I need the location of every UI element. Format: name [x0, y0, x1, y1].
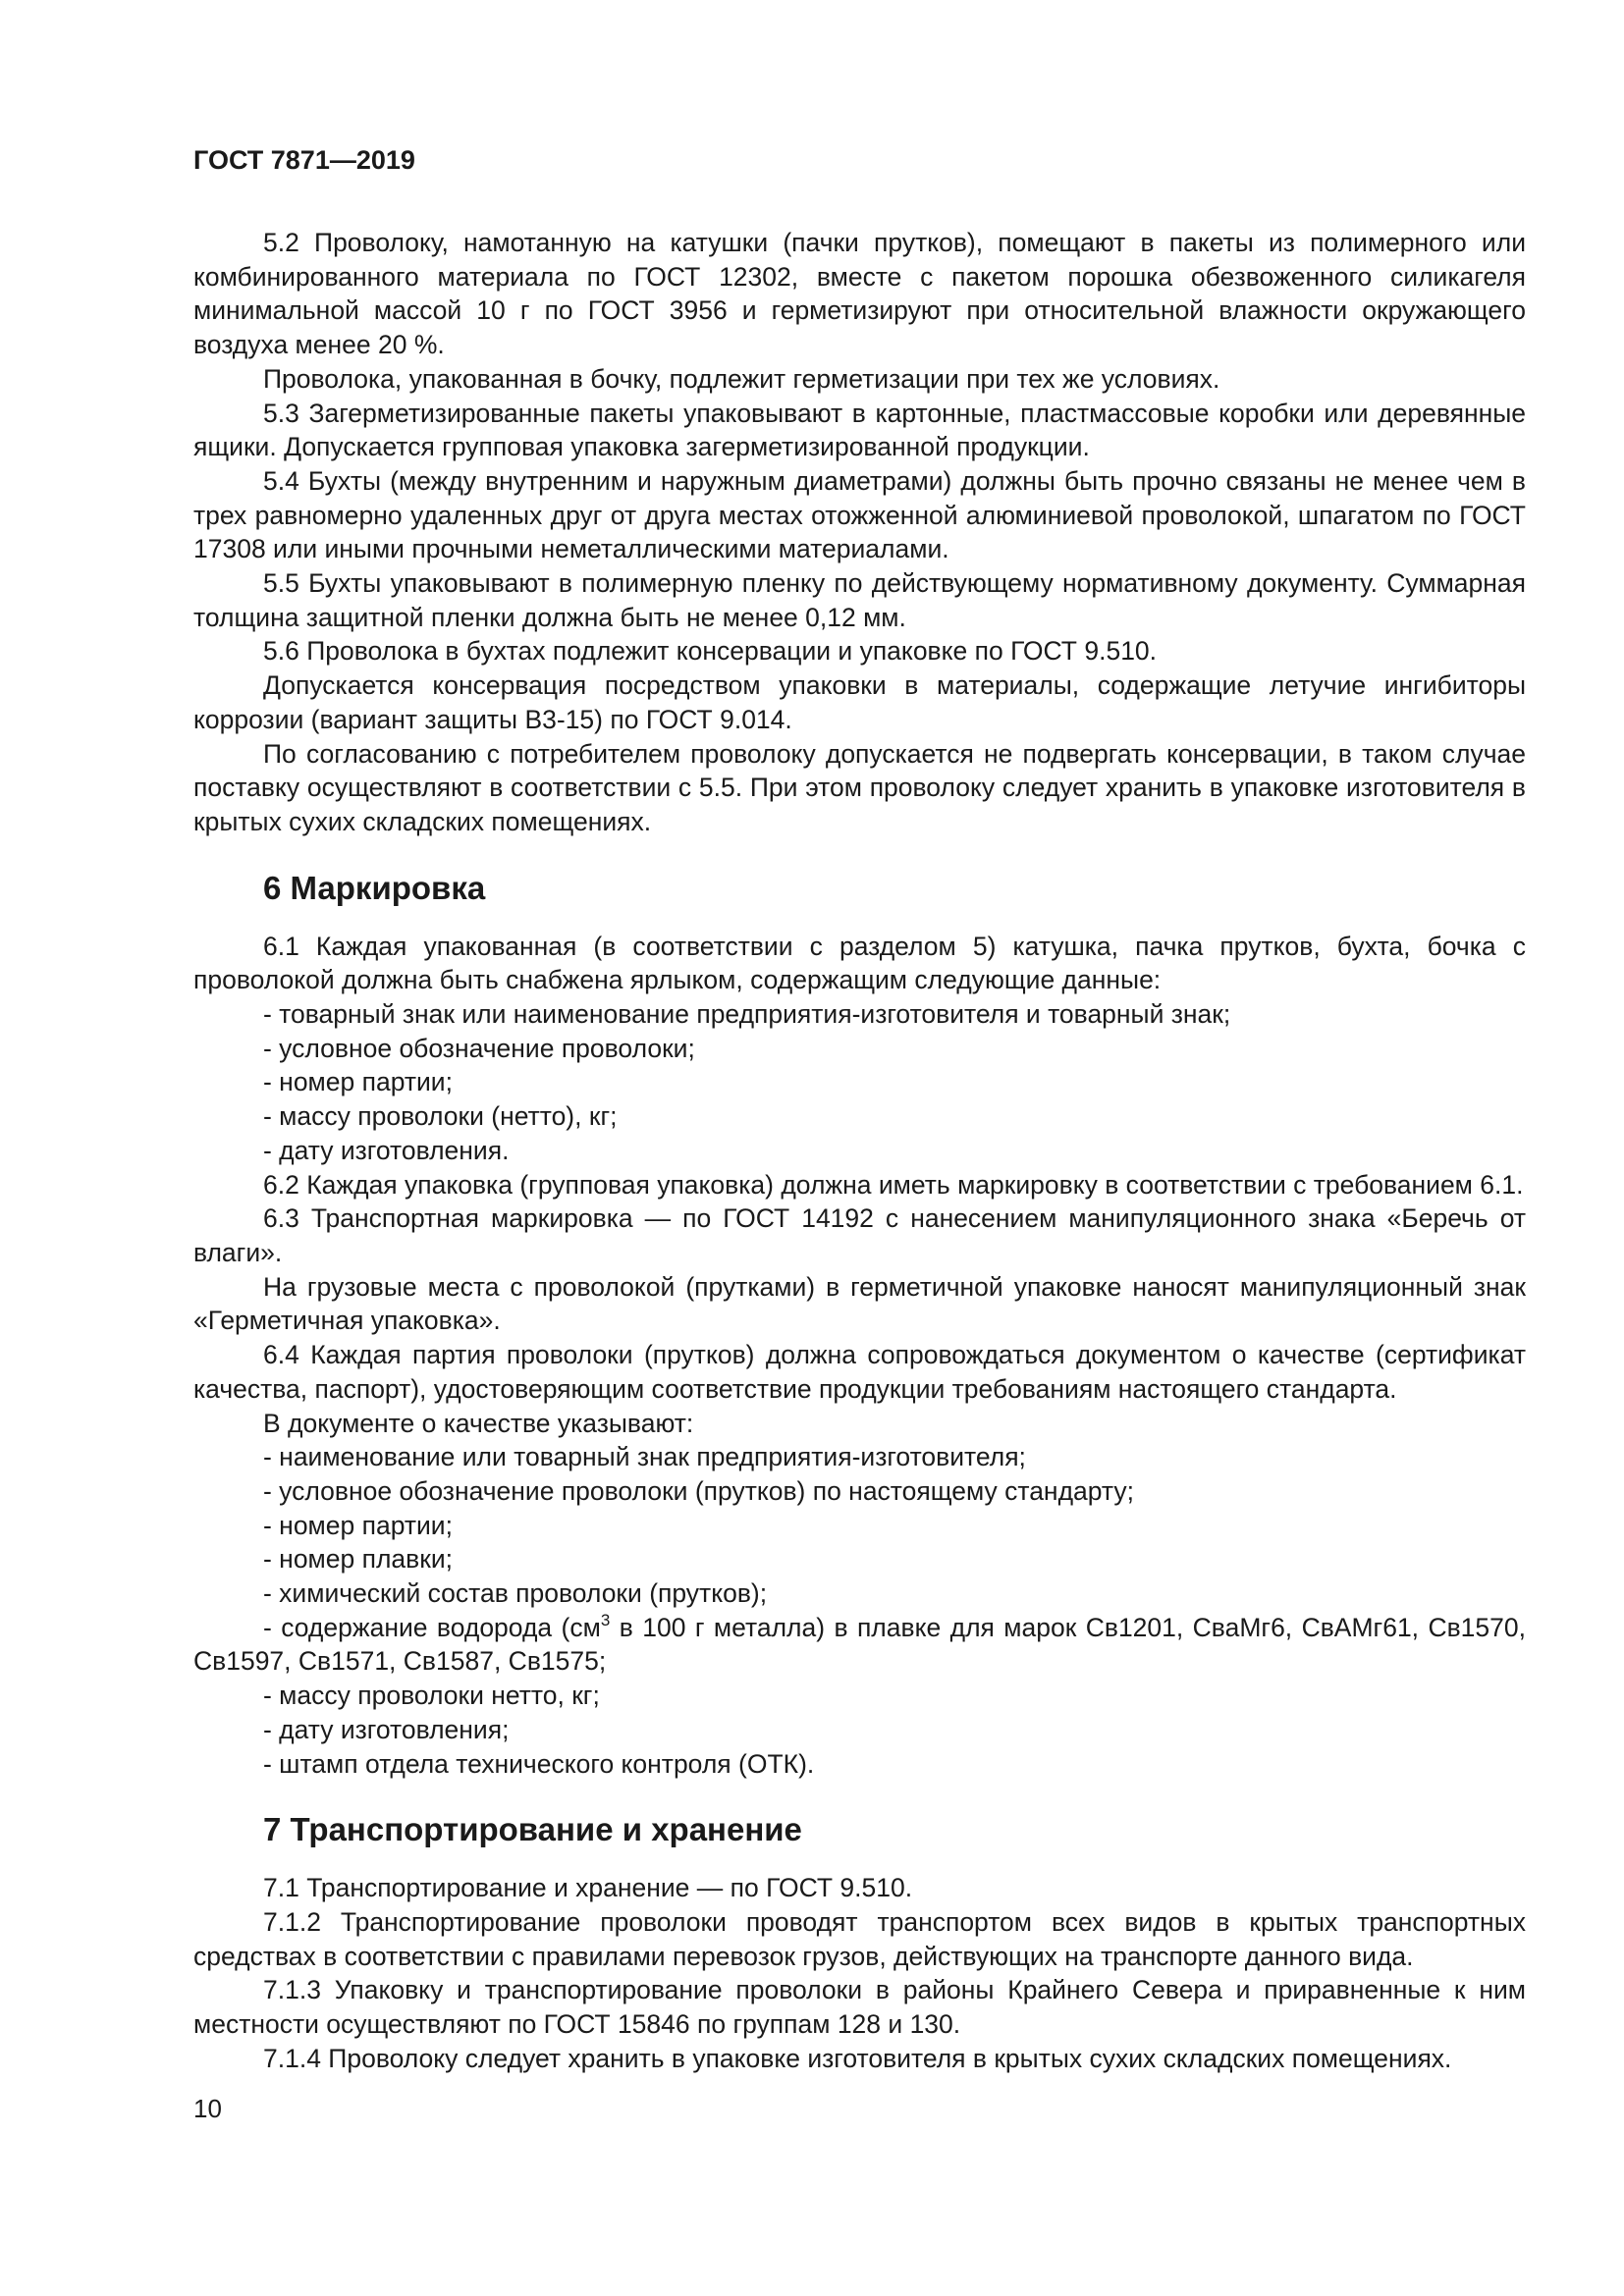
paragraph-7-1-3: 7.1.3 Упаковку и транспортирование проволоки в районы Крайнего Севера и приравненные к ним местности осуществляют по ГОСТ 15846 по группам 128 и 130. [193, 1975, 1526, 2040]
page-number: 10 [193, 2094, 222, 2123]
list-item: - наименование или товарный знак предприятия-изготовителя; [263, 1442, 1026, 1472]
list-item: - дату изготовления. [263, 1135, 510, 1165]
list-item: - номер партии; [263, 1067, 453, 1097]
paragraph-5-6-agreement: По согласованию с потребителем проволоку допускается не подвергать консервации, в таком случае поставку осуществляют в соответствии с 5.5. При этом проволоку следует хранить в упаковке изготовителя в крытых сухих складских помещениях. [193, 738, 1526, 836]
list-item-hydrogen [193, 1611, 1526, 1679]
list-item: - массу проволоки нетто, кг; [263, 1681, 600, 1711]
list-item: - массу проволоки (нетто), кг; [263, 1101, 618, 1132]
list-item: - химический состав проволоки (прутков); [263, 1578, 768, 1609]
list-item: - номер партии; [263, 1510, 453, 1540]
list-item: - условное обозначение проволоки; [263, 1033, 695, 1063]
list-item: - условное обозначение проволоки (прутков) по настоящему стандарту; [263, 1475, 1134, 1506]
section-7-title: 7 Транспортирование и хранение [263, 1811, 802, 1848]
paragraph-6-3-note: На грузовые места с проволокой (прутками) в герметичной упаковке наносят манипуляционный знак «Герметичная упаковка». [193, 1271, 1526, 1336]
list-item: - дату изготовления; [263, 1714, 510, 1744]
hydrogen-text-start: - содержание водорода (см [263, 1612, 601, 1642]
section-6-title: 6 Маркировка [263, 869, 486, 906]
paragraph-7-1: 7.1 Транспортирование и хранение — по ГОСТ 9.510. [263, 1873, 913, 1903]
document-header: ГОСТ 7871—2019 [193, 145, 415, 175]
paragraph-5-5: 5.5 Бухты упаковывают в полимерную пленку по действующему нормативному документу. Суммарная толщина защитной пленки должна быть не менее 0,12 мм. [193, 568, 1526, 632]
hydrogen-superscript: 3 [600, 1610, 611, 1629]
paragraph-6-4: 6.4 Каждая партия проволоки (прутков) должна сопровождаться документом о качестве (сертификат качества, паспорт), удостоверяющим соответствие продукции требованиям настоящего стандарта. [193, 1340, 1526, 1404]
paragraph-6-1: 6.1 Каждая упакованная (в соответствии с разделом 5) катушка, пачка прутков, бухта, бочка с проволокой должна быть снабжена ярлыком, содержащим следующие данные: [193, 931, 1526, 995]
paragraph-6-3: 6.3 Транспортная маркировка — по ГОСТ 14192 с нанесением манипуляционного знака «Беречь от влаги». [193, 1203, 1526, 1267]
paragraph-5-2: 5.2 Проволоку, намотанную на катушки (пачки прутков), помещают в пакеты из полимерного или комбинированного материала по ГОСТ 12302, вместе с пакетом порошка обезвоженного силикагеля минимальной массой 10 г по ГОСТ 3956 и герметизируют при относительной влажности окружающего воздуха менее 20 %. [193, 228, 1526, 360]
hydrogen-text-end: в 100 г металла) в плавке для марок Св1201, СваМг6, СвАМг61, Св1570, Св1597, Св1571, Св1587, Св1575; [193, 1612, 1526, 1677]
paragraph-5-4: 5.4 Бухты (между внутренним и наружным диаметрами) должны быть прочно связаны не менее чем в трех равномерно удаленных друг от друга местах отожженной алюминиевой проволокой, шпагатом по ГОСТ 17308 или иными прочными неметаллическими материалами. [193, 465, 1526, 564]
list-item: - товарный знак или наименование предприятия-изготовителя и товарный знак; [263, 999, 1231, 1030]
paragraph-5-6-conservation: Допускается консервация посредством упаковки в материалы, содержащие летучие ингибиторы коррозии (вариант защиты В3-15) по ГОСТ 9.014. [193, 670, 1526, 734]
paragraph-7-1-2: 7.1.2 Транспортирование проволоки проводят транспортом всех видов в крытых транспортных средствах в соответствии с правилами перевозок грузов, действующих на транспорте данного вида. [193, 1906, 1526, 1971]
list-item: - штамп отдела технического контроля (ОТК). [263, 1748, 815, 1779]
paragraph-5-3: 5.3 Загерметизированные пакеты упаковывают в картонные, пластмассовые коробки или деревянные ящики. Допускается групповая упаковка загерметизированной продукции. [193, 398, 1526, 462]
paragraph-5-6: 5.6 Проволока в бухтах подлежит консервации и упаковке по ГОСТ 9.510. [263, 636, 1158, 667]
paragraph-6-2: 6.2 Каждая упаковка (групповая упаковка) должна иметь маркировку в соответствии с требованием 6.1. [263, 1169, 1524, 1200]
paragraph-5-2-note: Проволока, упакованная в бочку, подлежит герметизации при тех же условиях. [263, 363, 1220, 394]
list-item: - номер плавки; [263, 1544, 454, 1575]
paragraph-7-1-4: 7.1.4 Проволоку следует хранить в упаковке изготовителя в крытых сухих складских помещениях. [263, 2043, 1452, 2073]
paragraph-6-4-intro: В документе о качестве указывают: [263, 1408, 694, 1438]
